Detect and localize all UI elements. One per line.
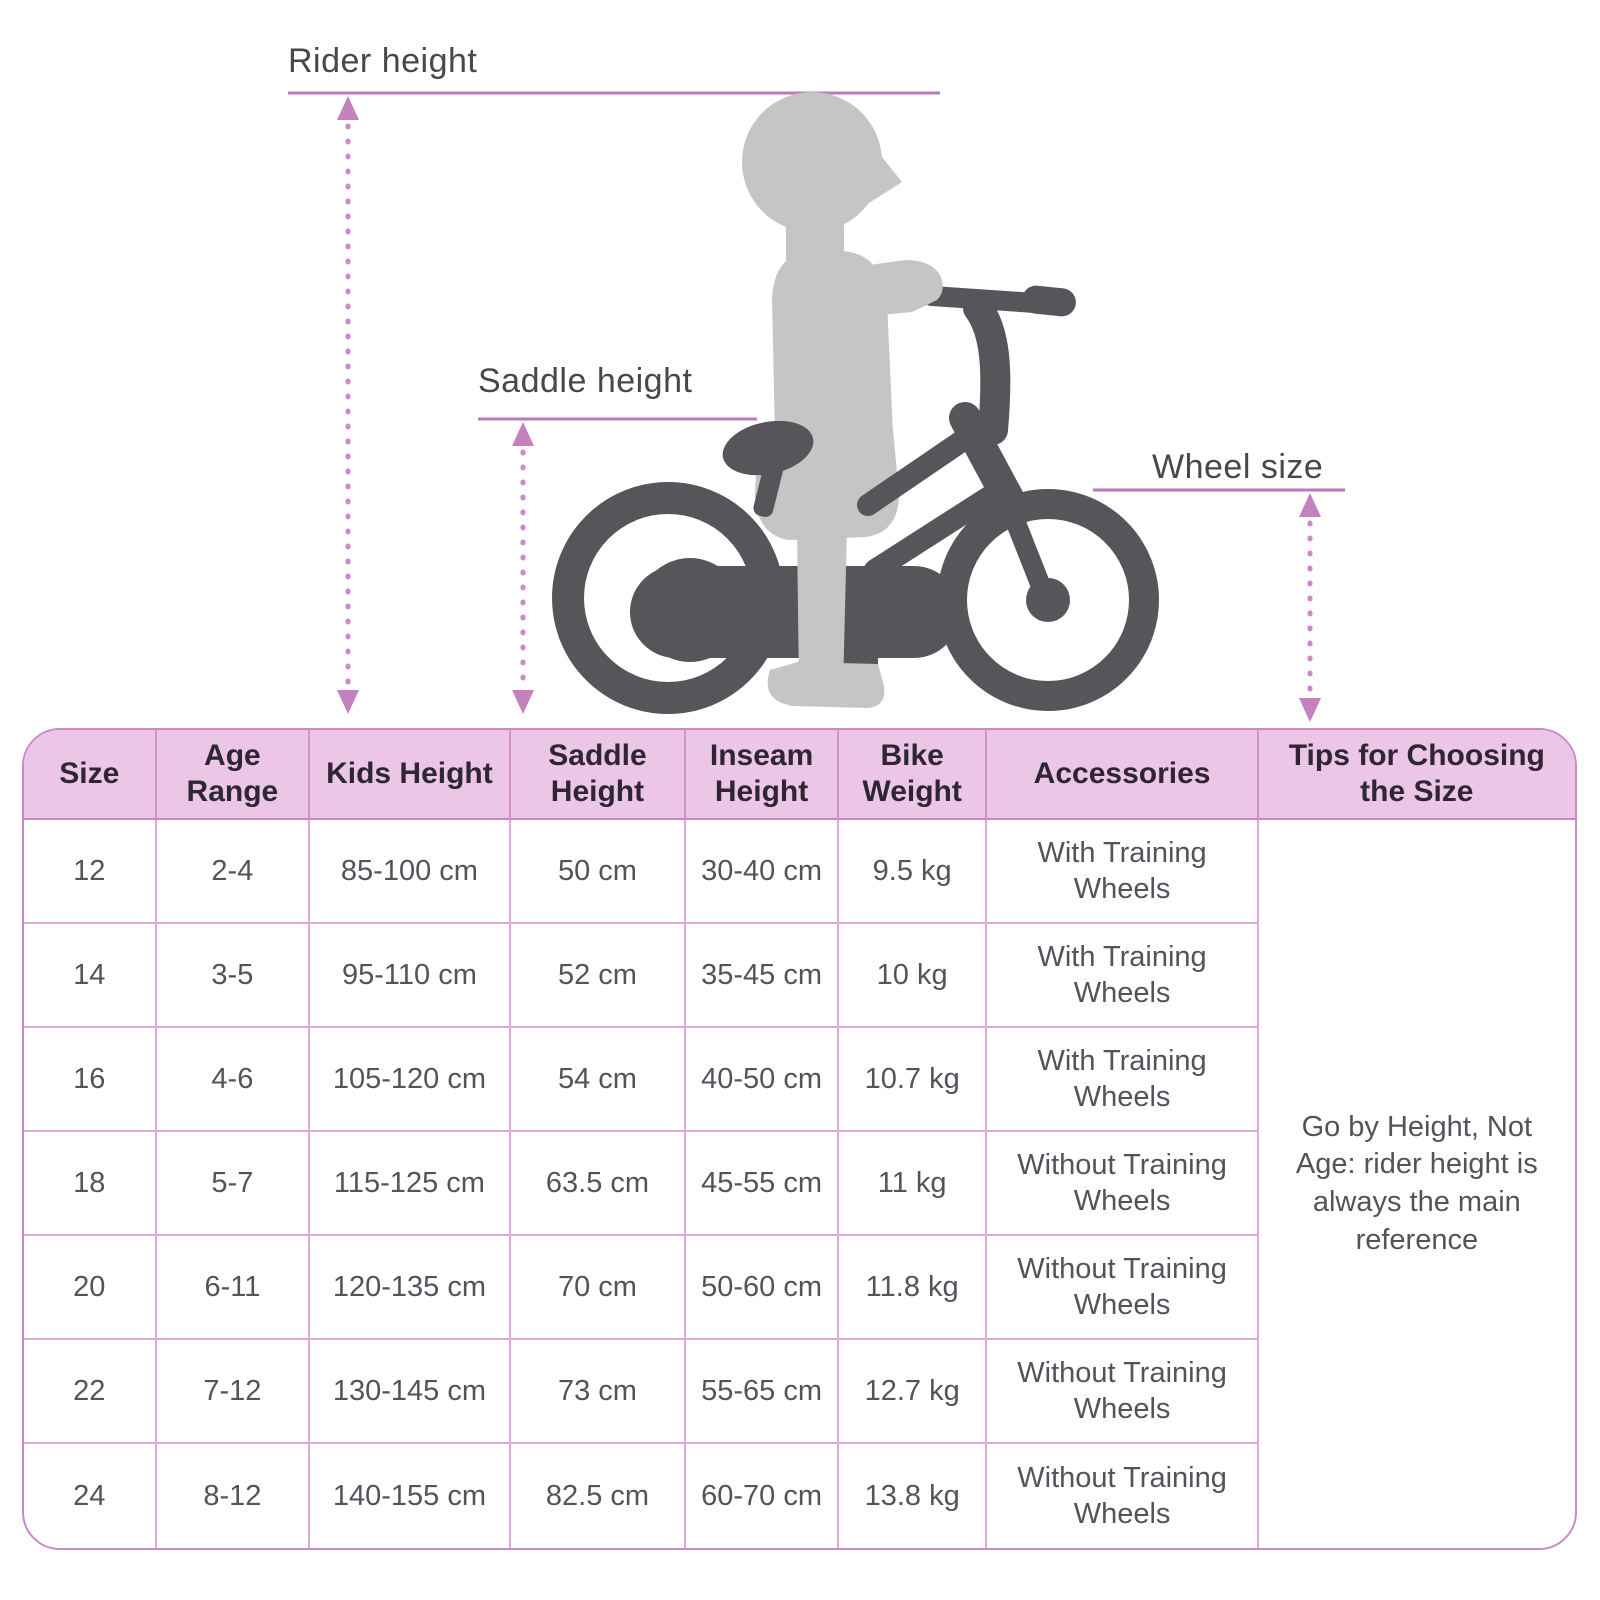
cell-bike-weight: 9.5 kg <box>839 820 988 924</box>
cell-bike-weight: 10.7 kg <box>839 1028 988 1132</box>
cell-saddle-height: 54 cm <box>511 1028 687 1132</box>
cell-kids-height: 120-135 cm <box>310 1236 511 1340</box>
cell-inseam-height: 40-50 cm <box>686 1028 839 1132</box>
header-kids-height: Kids Height <box>310 730 511 820</box>
cell-age-range: 5-7 <box>157 1132 311 1236</box>
cell-inseam-height: 55-65 cm <box>686 1340 839 1444</box>
cell-inseam-height: 30-40 cm <box>686 820 839 924</box>
cell-inseam-height: 60-70 cm <box>686 1444 839 1548</box>
cell-kids-height: 115-125 cm <box>310 1132 511 1236</box>
cell-age-range: 7-12 <box>157 1340 311 1444</box>
saddle-height-arrow <box>512 422 534 714</box>
size-diagram-illustration <box>0 0 1600 728</box>
cell-age-range: 2-4 <box>157 820 311 924</box>
cell-kids-height: 105-120 cm <box>310 1028 511 1132</box>
header-saddle-height: Saddle Height <box>511 730 687 820</box>
cell-accessories: Without Training Wheels <box>987 1340 1258 1444</box>
wheel-size-label: Wheel size <box>1152 448 1324 486</box>
cell-age-range: 4-6 <box>157 1028 311 1132</box>
cell-saddle-height: 50 cm <box>511 820 687 924</box>
header-bike-weight: Bike Weight <box>839 730 988 820</box>
cell-age-range: 6-11 <box>157 1236 311 1340</box>
cell-saddle-height: 52 cm <box>511 924 687 1028</box>
header-age-range: Age Range <box>157 730 311 820</box>
tips-cell: Go by Height, Not Age: rider height is always the main reference <box>1295 1110 1538 1256</box>
cell-inseam-height: 45-55 cm <box>686 1132 839 1236</box>
cell-bike-weight: 12.7 kg <box>839 1340 988 1444</box>
cell-kids-height: 140-155 cm <box>310 1444 511 1548</box>
rider-height-arrow <box>337 96 359 714</box>
cell-saddle-height: 70 cm <box>511 1236 687 1340</box>
cell-accessories: With Training Wheels <box>987 924 1258 1028</box>
header-accessories: Accessories <box>987 730 1258 820</box>
cell-accessories: With Training Wheels <box>987 1028 1258 1132</box>
cell-inseam-height: 35-45 cm <box>686 924 839 1028</box>
header-tips: Tips for Choosing the Size <box>1259 730 1575 820</box>
cell-size: 12 <box>24 820 157 924</box>
header-size: Size <box>24 730 157 820</box>
cell-accessories: Without Training Wheels <box>987 1132 1258 1236</box>
cell-accessories: With Training Wheels <box>987 820 1258 924</box>
cell-kids-height: 130-145 cm <box>310 1340 511 1444</box>
cell-saddle-height: 63.5 cm <box>511 1132 687 1236</box>
cell-bike-weight: 10 kg <box>839 924 988 1028</box>
cell-size: 22 <box>24 1340 157 1444</box>
rider-height-label: Rider height <box>288 42 478 80</box>
size-table <box>22 728 1577 1550</box>
cell-bike-weight: 13.8 kg <box>839 1444 988 1548</box>
cell-size: 16 <box>24 1028 157 1132</box>
cell-accessories: Without Training Wheels <box>987 1444 1258 1548</box>
cell-size: 20 <box>24 1236 157 1340</box>
cell-bike-weight: 11 kg <box>839 1132 988 1236</box>
cell-kids-height: 95-110 cm <box>310 924 511 1028</box>
cell-accessories: Without Training Wheels <box>987 1236 1258 1340</box>
cell-bike-weight: 11.8 kg <box>839 1236 988 1340</box>
cell-inseam-height: 50-60 cm <box>686 1236 839 1340</box>
saddle-height-label: Saddle height <box>478 362 693 400</box>
size-table-grid <box>24 730 1575 1548</box>
wheel-size-arrow <box>1299 493 1321 722</box>
cell-age-range: 8-12 <box>157 1444 311 1548</box>
cell-kids-height: 85-100 cm <box>310 820 511 924</box>
cell-size: 24 <box>24 1444 157 1548</box>
header-inseam-height: Inseam Height <box>686 730 839 820</box>
cell-age-range: 3-5 <box>157 924 311 1028</box>
cell-saddle-height: 73 cm <box>511 1340 687 1444</box>
cell-size: 14 <box>24 924 157 1028</box>
cell-size: 18 <box>24 1132 157 1236</box>
cell-saddle-height: 82.5 cm <box>511 1444 687 1548</box>
